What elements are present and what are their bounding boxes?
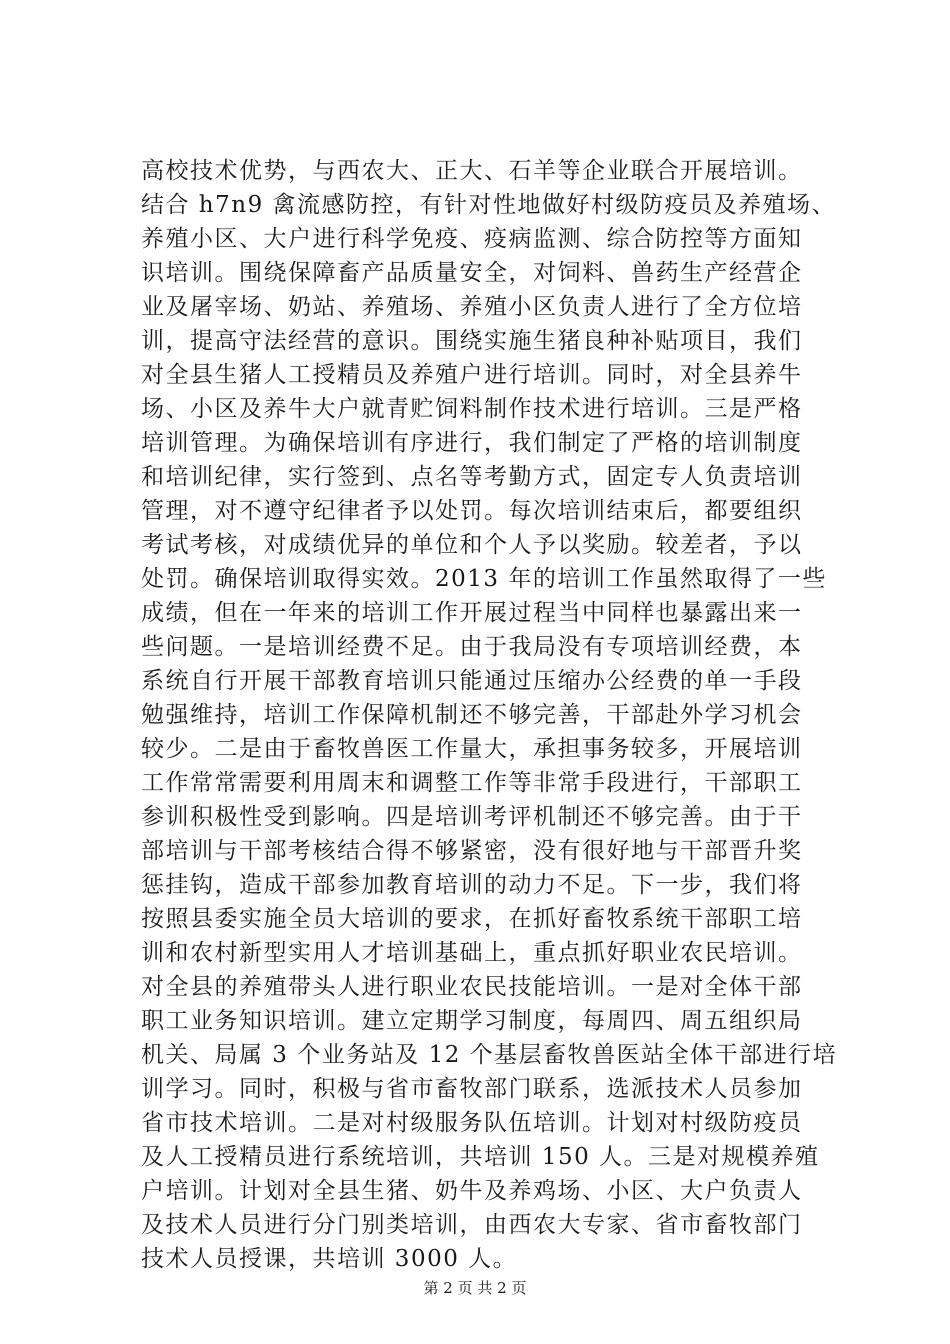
text-line: 工作常常需要利用周末和调整工作等非常手段进行，干部职工 (141, 770, 803, 796)
page-footer: 第 2 页 共 2 页 (423, 1279, 527, 1297)
text-line: 高校技术优势，与西农大、正大、石羊等企业联合开展培训。 (141, 158, 803, 184)
text-line: 成绩，但在一年来的培训工作开展过程当中同样也暴露出来一 (141, 600, 803, 626)
text-line: 按照县委实施全员大培训的要求，在抓好畜牧系统干部职工培 (141, 906, 803, 932)
body-text (141, 154, 841, 1276)
text-line: 培训管理。为确保培训有序进行，我们制定了严格的培训制度 (141, 430, 803, 456)
text-line: 职工业务知识培训。建立定期学习制度，每周四、周五组织局 (141, 1008, 803, 1034)
text-line: 识培训。围绕保障畜产品质量安全，对饲料、兽药生产经营企 (141, 260, 803, 286)
text-line: 省市技术培训。二是对村级服务队伍培训。计划对村级防疫员 (141, 1110, 803, 1136)
text-line: 结合 h7n9 禽流感防控，有针对性地做好村级防疫员及养殖场、 (141, 192, 837, 218)
text-line: 训，提高守法经营的意识。围绕实施生猪良种补贴项目，我们 (141, 328, 803, 354)
text-line: 考试考核，对成绩优异的单位和个人予以奖励。较差者，予以 (141, 532, 803, 558)
text-line: 及技术人员进行分门别类培训，由西农大专家、省市畜牧部门 (141, 1212, 803, 1238)
text-line: 训和农村新型实用人才培训基础上，重点抓好职业农民培训。 (141, 940, 803, 966)
text-line: 管理，对不遵守纪律者予以处罚。每次培训结束后，都要组织 (141, 498, 803, 524)
text-line: 较少。二是由于畜牧兽医工作量大，承担事务较多，开展培训 (141, 736, 803, 762)
text-line: 惩挂钩，造成干部参加教育培训的动力不足。下一步，我们将 (141, 872, 803, 898)
text-line: 业及屠宰场、奶站、养殖场、养殖小区负责人进行了全方位培 (141, 294, 803, 320)
text-line: 对全县生猪人工授精员及养殖户进行培训。同时，对全县养牛 (141, 362, 803, 388)
text-line: 处罚。确保培训取得实效。2013 年的培训工作虽然取得了一些 (141, 566, 827, 592)
text-line: 部培训与干部考核结合得不够紧密，没有很好地与干部晋升奖 (141, 838, 803, 864)
text-line: 及人工授精员进行系统培训，共培训 150 人。三是对规模养殖 (141, 1144, 820, 1170)
text-line: 训学习。同时，积极与省市畜牧部门联系，选派技术人员参加 (141, 1076, 803, 1102)
text-line: 勉强维持，培训工作保障机制还不够完善，干部赴外学习机会 (141, 702, 803, 728)
text-line: 养殖小区、大户进行科学免疫、疫病监测、综合防控等方面知 (141, 226, 803, 252)
text-line: 参训积极性受到影响。四是培训考评机制还不够完善。由于干 (141, 804, 803, 830)
text-line: 技术人员授课，共培训 3000 人。 (141, 1246, 518, 1272)
text-line: 机关、局属 3 个业务站及 12 个基层畜牧兽医站全体干部进行培 (141, 1042, 838, 1068)
text-line: 场、小区及养牛大户就青贮饲料制作技术进行培训。三是严格 (141, 396, 803, 422)
text-line: 些问题。一是培训经费不足。由于我局没有专项培训经费，本 (141, 634, 803, 660)
text-line: 对全县的养殖带头人进行职业农民技能培训。一是对全体干部 (141, 974, 803, 1000)
text-line: 系统自行开展干部教育培训只能通过压缩办公经费的单一手段 (141, 668, 803, 694)
text-line: 和培训纪律，实行签到、点名等考勤方式，固定专人负责培训 (141, 464, 803, 490)
text-line: 户培训。计划对全县生猪、奶牛及养鸡场、小区、大户负责人 (141, 1178, 803, 1204)
